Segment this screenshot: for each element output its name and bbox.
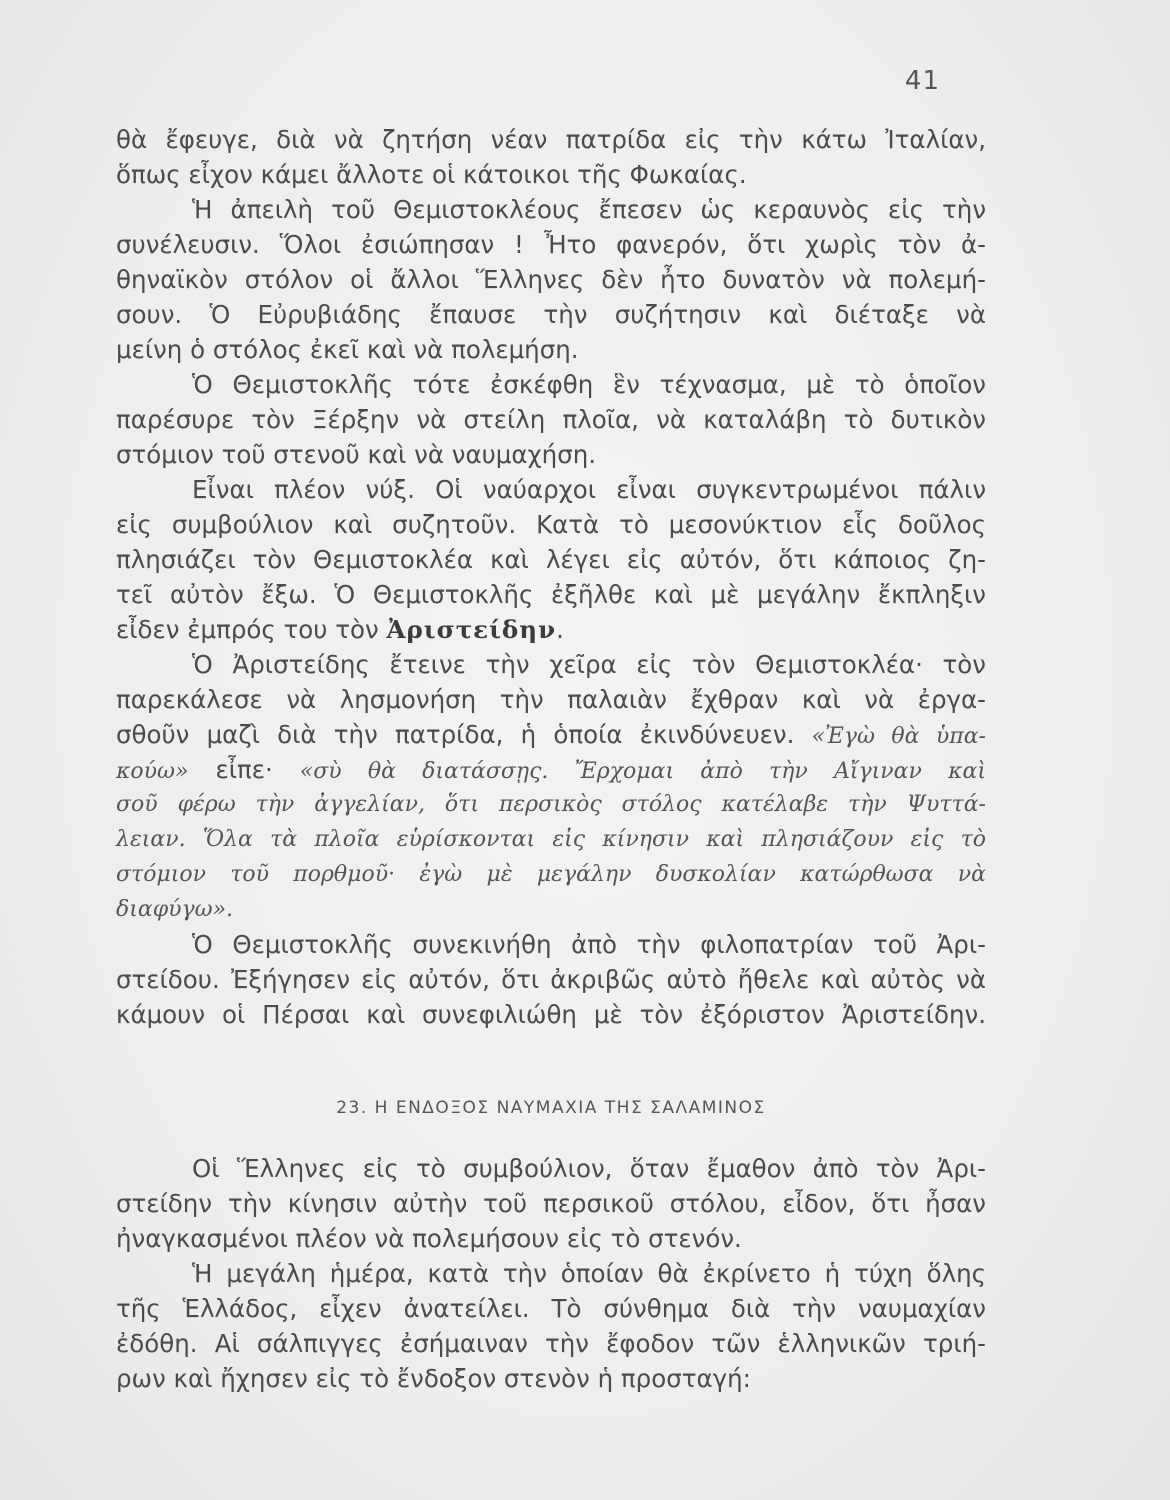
text-line-with-quote <box>116 717 986 752</box>
text-line: στόμιον τοῦ στενοῦ καὶ νὰ ναυμαχήση. <box>116 440 597 469</box>
page-number: 41 <box>904 66 940 96</box>
text-line: ἐδόθη. Αἱ σάλπιγγες ἐσήμαιναν τὴν ἔφοδον τῶν ἑλληνικῶν τριή- <box>116 1329 986 1358</box>
paragraph-start: Ὁ Θεμιστοκλῆς τότε ἐσκέφθη ἓν τέχνασμα, μὲ τὸ ὁποῖον <box>192 370 986 399</box>
paragraph-start: Ἡ ἀπειλὴ τοῦ Θεμιστοκλέους ἔπεσεν ὡς κεραυνὸς εἰς τὴν <box>192 195 986 224</box>
text-line: τεῖ αὐτὸν ἔξω. Ὁ Θεμιστοκλῆς ἐξῆλθε καὶ μὲ μεγάλην ἔκπληξιν <box>116 580 986 609</box>
quote-line: λειαν. Ὅλα τὰ πλοῖα εὑρίσκονται εἰς κίνησιν καὶ πλησιάζουν εἰς τὸ <box>116 827 986 852</box>
text-run: εἶδεν ἐμπρός του τὸν <box>116 615 379 644</box>
text-line: θηναϊκὸν στόλον οἱ ἄλλοι Ἕλληνες δὲν ἦτο δυνατὸν νὰ πολεμή- <box>116 265 986 294</box>
text-line: παρέσυρε τὸν Ξέρξην νὰ στείλη πλοῖα, νὰ καταλάβη τὸ δυτικὸν <box>116 405 986 434</box>
text-line: πλησιάζει τὸν Θεμιστοκλέα καὶ λέγει εἰς αὐτόν, ὅτι κάποιος ζη- <box>116 545 986 574</box>
text-line: στείδου. Ἐξήγησεν εἰς αὐτόν, ὅτι ἀκριβῶς αὐτὸ ἤθελε καὶ αὐτὸς νὰ <box>116 965 986 994</box>
quote-run: «Ἐγὼ θὰ ὑπα- <box>811 724 986 749</box>
quote-line: στόμιον τοῦ πορθμοῦ· ἐγὼ μὲ μεγάλην δυσκολίαν κατώρθωσα νὰ <box>116 862 986 887</box>
text-line: σουν. Ὁ Εὐρυβιάδης ἔπαυσε τὴν συζήτησιν καὶ διέταξε νὰ <box>116 300 986 329</box>
text-line: κάμουν οἱ Πέρσαι καὶ συνεφιλιώθη μὲ τὸν ἐξόριστον Ἀριστείδην. <box>116 1000 986 1029</box>
body-text-section-1 <box>116 122 986 1032</box>
section-heading: 23. Η ΕΝΔΟΞΟΣ ΝΑΥΜΑΧΙΑ ΤΗΣ ΣΑΛΑΜΙΝΟΣ <box>336 1098 766 1118</box>
text-line: ὅπως εἶχον κάμει ἄλλοτε οἱ κάτοικοι τῆς Φωκαίας. <box>116 160 747 189</box>
text-line: συνέλευσιν. Ὅλοι ἐσιώπησαν ! Ἦτο φανερόν, ὅτι χωρὶς τὸν ἀ- <box>116 230 986 259</box>
text-line-with-quote <box>116 752 986 787</box>
text-line: ρων καὶ ἤχησεν εἰς τὸ ἔνδοξον στενὸν ἡ προσταγή: <box>116 1364 751 1393</box>
text-run: . <box>556 615 564 644</box>
text-line: θὰ ἔφευγε, διὰ νὰ ζητήση νέαν πατρίδα εἰς τὴν κάτω Ἰταλίαν, <box>116 125 986 154</box>
quote-run: κούω» <box>116 759 189 784</box>
text-run: σθοῦν μαζὶ διὰ τὴν πατρίδα, ἡ ὁποία ἐκινδύνευεν. <box>116 720 795 749</box>
paragraph-start: Ὁ Ἀριστείδης ἔτεινε τὴν χεῖρα εἰς τὸν Θεμιστοκλέα· τὸν <box>192 650 986 679</box>
paragraph-start: Οἱ Ἕλληνες εἰς τὸ συμβούλιον, ὅταν ἔμαθον ἀπὸ τὸν Ἀρι- <box>192 1154 986 1183</box>
text-line: στείδην τὴν κίνησιν αὐτὴν τοῦ περσικοῦ στόλου, εἶδον, ὅτι ἦσαν <box>116 1189 986 1218</box>
paragraph-start: Εἶναι πλέον νύξ. Οἱ ναύαρχοι εἶναι συγκεντρωμένοι πάλιν <box>192 475 986 504</box>
text-line: μείνη ὁ στόλος ἐκεῖ καὶ νὰ πολεμήση. <box>116 335 579 364</box>
body-text-section-2 <box>116 1151 986 1396</box>
quote-line: διαφύγω». <box>116 897 234 922</box>
paragraph-start: Ὁ Θεμιστοκλῆς συνεκινήθη ἀπὸ τὴν φιλοπατρίαν τοῦ Ἀρι- <box>192 930 986 959</box>
paragraph-start: Ἡ μεγάλη ἡμέρα, κατὰ τὴν ὁποίαν θὰ ἐκρίνετο ἡ τύχη ὅλης <box>192 1259 986 1288</box>
text-line: παρεκάλεσε νὰ λησμονήση τὴν παλαιὰν ἔχθραν καὶ νὰ ἐργα- <box>116 685 986 714</box>
bold-name-aristeides: Ἀριστείδην <box>386 615 557 644</box>
quote-line: σοῦ φέρω τὴν ἀγγελίαν, ὅτι περσικὸς στόλος κατέλαβε τὴν Ψυττά- <box>116 792 986 817</box>
quote-run: «σὺ θὰ διατάσσῃς. Ἔρχομαι ἀπὸ τὴν Αἴγιναν καὶ <box>299 759 986 784</box>
text-run: εἶπε· <box>188 755 300 784</box>
text-line: εἰς συμβούλιον καὶ συζητοῦν. Κατὰ τὸ μεσονύκτιον εἷς δοῦλος <box>116 510 986 539</box>
text-line-with-name <box>116 612 986 647</box>
text-line: ἠναγκασμένοι πλέον νὰ πολεμήσουν εἰς τὸ στενόν. <box>116 1224 742 1253</box>
text-line: τῆς Ἑλλάδος, εἶχεν ἀνατείλει. Τὸ σύνθημα διὰ τὴν ναυμαχίαν <box>116 1294 986 1323</box>
